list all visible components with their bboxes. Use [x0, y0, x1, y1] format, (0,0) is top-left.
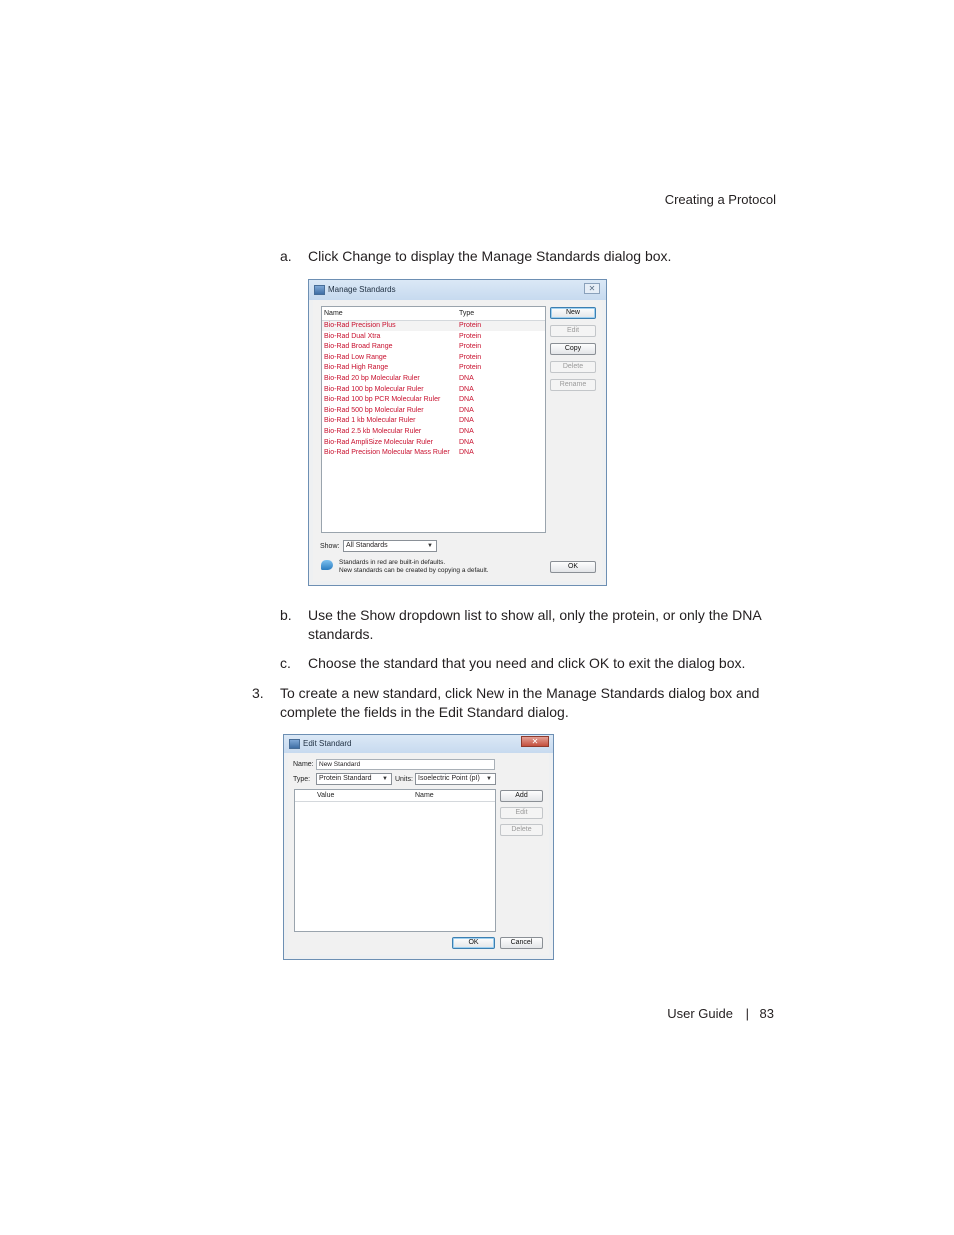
dialog-client: [313, 300, 602, 581]
title-bar: [284, 735, 553, 753]
ok-button[interactable]: OK: [452, 937, 495, 949]
page-footer: [640, 1006, 775, 1022]
info-line-2: New standards can be created by copying a default.: [339, 567, 489, 574]
list-item[interactable]: [322, 342, 545, 352]
show-dropdown-value: All Standards: [346, 542, 388, 549]
standard-name: Bio-Rad 20 bp Molecular Ruler: [324, 375, 420, 382]
list-item[interactable]: [322, 438, 545, 448]
standard-name: Bio-Rad Broad Range: [324, 343, 393, 351]
step-text: Choose the standard that you need and click OK to exit the dialog box.: [308, 655, 746, 671]
step-text-line-1: To create a new standard, click New in the Manage Standards dialog box and: [280, 685, 760, 701]
standard-name: Bio-Rad Low Range: [324, 353, 387, 361]
standard-name: Bio-Rad 100 bp Molecular Ruler: [324, 385, 424, 393]
dialog-title: Edit Standard: [303, 739, 352, 748]
list-item[interactable]: [322, 395, 545, 405]
standard-type: DNA: [459, 438, 474, 446]
standard-type: Protein: [459, 322, 482, 329]
standard-type: Protein: [459, 343, 482, 351]
step-text-line-2: complete the fields in the Edit Standard dialog.: [280, 704, 569, 720]
standards-list[interactable]: [321, 306, 546, 533]
column-header-type[interactable]: Type: [459, 310, 475, 317]
column-header-name[interactable]: Name: [415, 792, 434, 799]
standard-name: Bio-Rad 100 bp PCR Molecular Ruler: [324, 396, 441, 404]
copy-button[interactable]: Copy: [550, 343, 596, 355]
standard-name: Bio-Rad Dual Xtra: [324, 332, 381, 340]
info-line-1: Standards in red are built-in defaults.: [339, 559, 446, 566]
list-item[interactable]: [322, 448, 545, 458]
cancel-button[interactable]: Cancel: [500, 937, 543, 949]
type-label: Type:: [293, 776, 311, 783]
show-label: Show:: [320, 543, 340, 550]
chevron-down-icon: ▼: [427, 543, 433, 549]
list-item[interactable]: [322, 374, 545, 384]
step-text-line-1: Use the Show dropdown list to show all, only the protein, or only the DNA: [308, 607, 762, 623]
ok-button[interactable]: OK: [550, 561, 596, 573]
info-icon: [321, 560, 333, 570]
units-dropdown[interactable]: [415, 773, 496, 785]
step-marker: b.: [280, 607, 292, 623]
dialog-client: [288, 753, 549, 955]
standard-name: Bio-Rad 1 kb Molecular Ruler: [324, 417, 416, 425]
app-icon: [314, 285, 325, 295]
step-text-line-2: standards.: [308, 626, 374, 642]
edit-button[interactable]: Edit: [550, 325, 596, 337]
standard-name: Bio-Rad High Range: [324, 364, 389, 372]
standard-type: DNA: [459, 449, 474, 457]
list-item[interactable]: [322, 385, 545, 395]
footer-guide: User Guide: [667, 1006, 733, 1021]
values-list[interactable]: [294, 789, 496, 932]
close-icon[interactable]: ✕: [521, 736, 549, 747]
standard-type: DNA: [459, 406, 474, 414]
name-label: Name:: [293, 761, 314, 768]
show-dropdown[interactable]: [343, 540, 437, 552]
step-marker: 3.: [252, 685, 264, 701]
units-label: Units:: [395, 776, 413, 783]
close-icon[interactable]: ✕: [584, 283, 600, 294]
running-header: Creating a Protocol: [664, 192, 776, 207]
dialog-title: Manage Standards: [328, 285, 396, 294]
list-item[interactable]: [322, 427, 545, 437]
delete-button[interactable]: Delete: [500, 824, 543, 836]
standard-name: Bio-Rad Precision Plus: [324, 322, 396, 329]
standard-type: Protein: [459, 353, 482, 361]
standard-type: DNA: [459, 417, 474, 425]
units-dropdown-value: Isoelectric Point (pI): [418, 775, 480, 782]
column-header-value[interactable]: Value: [317, 792, 335, 799]
edit-standard-dialog: [283, 734, 554, 960]
list-item[interactable]: [322, 321, 545, 331]
add-button[interactable]: Add: [500, 790, 543, 802]
step-text: Click Change to display the Manage Standards dialog box.: [308, 248, 672, 264]
manage-standards-dialog: [308, 279, 607, 586]
page-number: 83: [759, 1006, 774, 1021]
edit-button[interactable]: Edit: [500, 807, 543, 819]
step-marker: a.: [280, 248, 292, 264]
standard-type: DNA: [459, 396, 474, 404]
standard-type: DNA: [459, 375, 474, 382]
list-item[interactable]: [322, 353, 545, 363]
standard-type: Protein: [459, 332, 482, 340]
name-field[interactable]: New Standard: [316, 759, 495, 770]
list-item[interactable]: [322, 416, 545, 426]
standard-type: DNA: [459, 385, 474, 393]
type-dropdown[interactable]: [316, 773, 392, 785]
footer-separator: |: [745, 1006, 749, 1021]
standard-name: Bio-Rad Precision Molecular Mass Ruler: [324, 449, 450, 457]
step-marker: c.: [280, 655, 291, 671]
new-button[interactable]: New: [550, 307, 596, 319]
standard-name: Bio-Rad AmpliSize Molecular Ruler: [324, 438, 433, 446]
list-item[interactable]: [322, 332, 545, 342]
column-header-name[interactable]: Name: [324, 310, 343, 317]
standard-name: Bio-Rad 500 bp Molecular Ruler: [324, 406, 424, 414]
type-dropdown-value: Protein Standard: [319, 775, 372, 782]
list-item[interactable]: [322, 406, 545, 416]
standard-name: Bio-Rad 2.5 kb Molecular Ruler: [324, 428, 422, 435]
app-icon: [289, 739, 300, 749]
standard-type: Protein: [459, 364, 482, 372]
header-divider: [295, 801, 495, 802]
chevron-down-icon: ▼: [486, 776, 492, 782]
title-bar: [309, 280, 606, 300]
list-item[interactable]: [322, 363, 545, 373]
rename-button[interactable]: Rename: [550, 379, 596, 391]
delete-button[interactable]: Delete: [550, 361, 596, 373]
chevron-down-icon: ▼: [382, 776, 388, 782]
standard-type: DNA: [459, 428, 474, 435]
